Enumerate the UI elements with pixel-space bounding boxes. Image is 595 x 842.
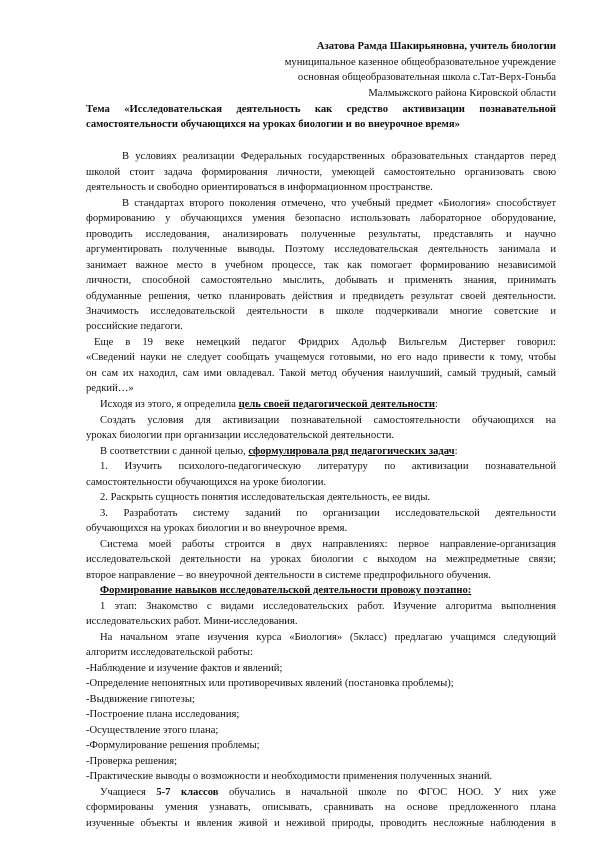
algorithm-intro-line-1: На начальном этапе изучения курса «Биология» (5класс) предлагаю учащимся следующий: [100, 632, 556, 643]
author-line: Азатова Рамда Шакирьяновна, учитель биологии: [316, 41, 556, 52]
quote-line-1: Еще в 19 веке немецкий педагог Фридрих Адольф Вильгельм Дистервег говорил:: [94, 337, 556, 348]
standards-line-4: аргументировать полученные выводы. Поэтому исследовательская деятельность занимала и: [86, 244, 556, 255]
quote-line-2: «Сведений науки не следует сообщать учащемуся готовыми, но его надо привести к тому, чтобы: [86, 352, 556, 363]
tasks-label: сформулировала ряд педагогических задач: [248, 446, 455, 457]
task-1-line-1: 1. Изучить психолого-педагогическую литературу по активизации познавательной: [100, 461, 556, 472]
org-line-2: основная общеобразовательная школа с.Тат-Верх-Гоньба: [297, 72, 556, 83]
directions-line-2: исследовательской деятельности на уроках биологии с выходом на межпредметные связи;: [86, 554, 556, 565]
org-line-1: муниципальное казенное общеобразовательное учреждение: [284, 57, 556, 68]
algorithm-intro-line-2: алгоритм исследовательской работы:: [86, 647, 253, 658]
algorithm-step: -Определение непонятных или противоречивых явлений (постановка проблемы);: [86, 678, 454, 689]
stage-1-line-2: исследовательских работ. Мини-исследования.: [86, 616, 298, 627]
goal-label: цель своей педагогической деятельности: [238, 399, 435, 410]
standards-line-2: формированию у обучающихся умения безопасно использовать лабораторное оборудование,: [86, 213, 556, 224]
topic-line-1: Тема «Исследовательская деятельность как средство активизации познавательной: [86, 104, 556, 115]
standards-line-8: Значимость исследовательской деятельности в школе подчеркивали многие советские и: [86, 306, 556, 317]
algorithm-step: -Проверка решения;: [86, 756, 178, 767]
standards-line-6: личности, способной самостоятельно мыслить, добывать и применять знания, принимать: [86, 275, 556, 286]
task-3-line-1: 3. Разработать систему заданий по организации исследовательской деятельности: [100, 508, 556, 519]
standards-line-1: В стандартах второго поколения отмечено, что учебный предмет «Биология» способствует: [122, 198, 556, 209]
intro-line-3: деятельность и свободно ориентироваться в информационном пространстве.: [86, 182, 433, 193]
directions-line-3: второе направление – во внеурочной деятельности в системе предпрофильного обучения.: [86, 570, 491, 581]
tasks-intro: В соответствии с данной целью, сформулировала ряд педагогических задач:: [100, 446, 458, 457]
algorithm-step: -Выдвижение гипотезы;: [86, 694, 195, 705]
org-line-3: Малмыжского района Кировской области: [368, 88, 556, 99]
stage-1-line-1: 1 этап: Знакомство с видами исследовательских работ. Изучение алгоритма выполнения: [100, 601, 556, 612]
algorithm-step: -Осуществление этого плана;: [86, 725, 219, 736]
topic-line-2: самостоятельности обучающихся на уроках биологии и во внеурочное время»: [86, 119, 460, 130]
standards-line-5: занимает важное место в учебном процессе, так как помогает формированию независимой: [86, 260, 556, 271]
task-1-line-2: самостоятельности обучающихся на уроке биологии.: [86, 477, 327, 488]
goal-line-1: Создать условия для активизации познавательной самостоятельности обучающихся на: [100, 415, 556, 426]
task-2: 2. Раскрыть сущность понятия исследовательская деятельность, ее виды.: [100, 492, 431, 503]
algorithm-step: -Построение плана исследования;: [86, 709, 240, 720]
standards-line-3: проводить исследования, анализировать полученные результаты, представлять и научно: [86, 229, 556, 240]
students-line-2: сформированы умения узнавать, описывать, сравнивать на основе предложенного плана: [86, 802, 556, 813]
algorithm-step: -Наблюдение и изучение фактов и явлений;: [86, 663, 283, 674]
students-line-1: Учащиеся 5-7 классов обучались в начальной школе по ФГОС НОО. У них уже: [100, 787, 556, 798]
stages-heading: Формирование навыков исследовательской деятельности провожу поэтапно:: [100, 585, 472, 596]
directions-line-1: Система моей работы строится в двух направлениях: первое направление-организация: [100, 539, 556, 550]
standards-line-7: обдуманные решения, четко планировать действия и предвидеть результат своей деятельности.: [86, 291, 556, 302]
students-line-3: изученные объекты и явления живой и неживой природы, проводить несложные наблюдения в: [86, 818, 556, 829]
quote-line-3: он сам их находил, сам ими овладевал. Такой метод обучения наилучший, самый трудный, самый: [86, 368, 556, 379]
intro-line-2: школой стоит задача формирования личности, умеющей самостоятельно организовать свою: [86, 167, 556, 178]
students-grades: 5-7 классов: [156, 787, 219, 798]
goal-intro: Исходя из этого, я определила цель своей педагогической деятельности:: [100, 399, 438, 410]
intro-line-1: В условиях реализации Федеральных государственных образовательных стандартов перед: [122, 151, 556, 162]
standards-line-9: российские педагоги.: [86, 321, 183, 332]
algorithm-step: -Формулирование решения проблемы;: [86, 740, 260, 751]
task-3-line-2: обучающихся на уроках биологии и во внеурочное время.: [86, 523, 348, 534]
algorithm-step: -Практические выводы о возможности и необходимости применения полученных знаний.: [86, 771, 493, 782]
quote-line-4: редкий…»: [86, 383, 134, 394]
goal-line-2: уроках биологии при организации исследовательской деятельности.: [86, 430, 395, 441]
